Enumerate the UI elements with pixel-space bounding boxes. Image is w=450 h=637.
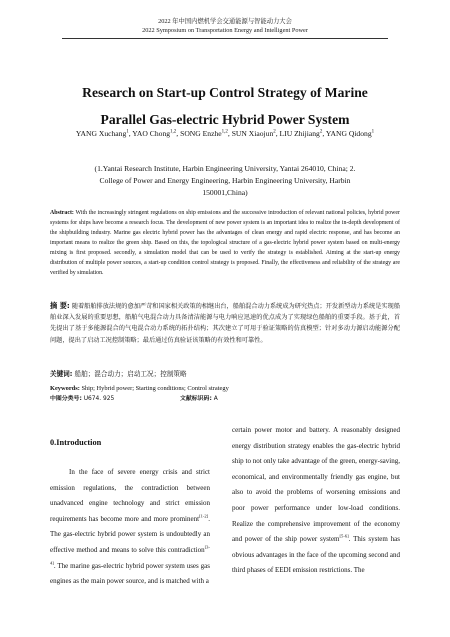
cn-abstract-label: 摘 要: bbox=[50, 301, 70, 310]
right-column bbox=[232, 423, 400, 579]
author-name: YANG Xuchang bbox=[75, 129, 127, 138]
title-line-1: Research on Start-up Control Strategy of Marine bbox=[82, 85, 368, 100]
classification-line bbox=[50, 394, 400, 404]
citation: [5-6] bbox=[339, 533, 349, 539]
title-line-2: Parallel Gas-electric Hybrid Power System bbox=[100, 112, 350, 127]
header-divider bbox=[62, 38, 388, 39]
author-name: SONG Enzhe bbox=[180, 129, 222, 138]
clc-group bbox=[50, 396, 114, 402]
intro-text: . The marine gas-electric hybrid power system uses gas engines as the main power source, and is matched with a bbox=[50, 561, 210, 586]
author-name: YAO Chong bbox=[132, 129, 171, 138]
left-column bbox=[50, 437, 210, 590]
intro-paragraph-left bbox=[50, 465, 210, 590]
english-abstract bbox=[50, 208, 400, 278]
citation: [1-2] bbox=[199, 513, 209, 519]
intro-paragraph-right bbox=[232, 423, 400, 579]
affiliation-line: 150001,China) bbox=[202, 188, 248, 197]
conference-header-en: 2022 Symposium on Transportation Energy and Intelligent Power bbox=[142, 27, 308, 34]
intro-text: . This system has obvious advantages in the face of the upcoming second and third phases of EEDI emission restrictions. The bbox=[232, 535, 400, 575]
author-name: LIU Zhijiang bbox=[279, 129, 320, 138]
paper-title bbox=[20, 79, 430, 133]
author-list: YANG Xuchang$^1$, YAO Chong$^{1,2}$, SONG Enzhe$^{1,2}$, SUN Xiaojun$^2$, LIU Zhijiang$^2$, YANG Qidong$^1$ bbox=[75, 129, 375, 138]
keywords-label: Keywords: bbox=[50, 385, 80, 392]
author-affil-mark: 1 bbox=[371, 129, 375, 135]
clc-label: 中图分类号: bbox=[50, 396, 82, 402]
cn-keywords-text: 船舶；混合动力；启动工况；控制策略 bbox=[74, 370, 187, 378]
conference-header bbox=[0, 17, 450, 35]
clc-value: U674. 925 bbox=[83, 396, 115, 402]
author-affil-mark: 2 bbox=[319, 129, 323, 135]
doc-code-group bbox=[180, 394, 218, 404]
author-affil-mark: 2 bbox=[273, 129, 276, 135]
chinese-abstract bbox=[50, 300, 400, 346]
affiliation-line: (1.Yantai Research Institute, Harbin Engineering University, Yantai 264010, China; 2. bbox=[94, 164, 356, 173]
cn-keywords-label: 关键词: bbox=[50, 370, 73, 378]
doc-code-value: A bbox=[213, 396, 218, 402]
intro-text: In the face of severe energy crisis and strict emission regulations, the contradiction between unadvanced engine technology and strict emission requirements has become more and more prominent bbox=[50, 468, 210, 523]
author-affil-mark: 1 bbox=[126, 129, 129, 135]
author-name: YANG Qidong bbox=[325, 129, 372, 138]
conference-header-cn: 2022 年中国内燃机学会交通能源与智能动力大会 bbox=[158, 18, 292, 25]
author-affil-mark: 1,2 bbox=[221, 129, 228, 135]
affiliation-line: College of Power and Energy Engineering, Harbin Engineering University, Harbin bbox=[99, 176, 351, 185]
doc-code-label: 文献标识码: bbox=[180, 396, 212, 402]
author-name: SUN Xiaojun bbox=[231, 129, 274, 138]
english-keywords bbox=[50, 384, 400, 394]
chinese-keywords bbox=[50, 369, 400, 379]
abstract-text: With the increasingly stringent regulations on ship emissions and the successive introduction of relevant national policies, hybrid power systems for ships have become a research focus. The development of new power system is an important idea to realize the in-depth development of the shipbuilding industry. Marine gas electric hybrid power has the advantages of clean energy and rapid electric response, and has become an important means to realize the green ship. Based on this, the topological structure of a gas-electric hybrid power system based on multi-energy mixing is first proposed. secondly, a simulation model that can be used to verify the strategy is established. Aiming at the start-up energy distribution of multiple power sources, a start-up condition control strategy is proposed. Finally, the effectiveness and reliability of the strategy are verified by simulation. bbox=[50, 210, 400, 276]
citation: [3-4] bbox=[50, 544, 210, 566]
keywords-text: Ship; Hybrid power; Starting conditions; Control strategy bbox=[81, 385, 229, 392]
intro-text: certain power motor and battery. A reasonably designed energy distribution strategy enables the gas-electric hybrid ship to not only take advantage of the green, energy-saving, economical, and environmentally friendly gas engine, but also to avoid the problems of worsening emissions and poor power performance under low-load conditions. Realize the comprehensive improvement of the economy and power of the ship power system bbox=[232, 426, 400, 544]
author-affil-mark: 1,2 bbox=[170, 129, 177, 135]
intro-text: . The gas-electric hybrid power system is undoubtedly an effective method and means to solve this contradiction bbox=[50, 514, 210, 554]
abstract-label: Abstract: bbox=[50, 210, 74, 216]
affiliations bbox=[42, 163, 408, 199]
cn-abstract-text: 随着船舶排放法规的愈加严苛和国家相关政策的相继出台，船舶混合动力系统成为研究热点；开发新型动力系统是实现船舶业深入发展的重要思想，船舶气电混合动力具备清洁能源与电力响应迅速的优点成为了实现绿色船舶的重要手段。基于此，首先提出了基于多能源混合的气电混合动力系统的拓扑结构；其次建立了可用于验证策略的仿真模型；针对多动力源启动能源分配问题，提出了启动工况控制策略；最后通过仿真验证该策略的有效性和可靠性。 bbox=[50, 303, 401, 344]
section-heading-introduction: 0.Introduction bbox=[50, 438, 102, 447]
